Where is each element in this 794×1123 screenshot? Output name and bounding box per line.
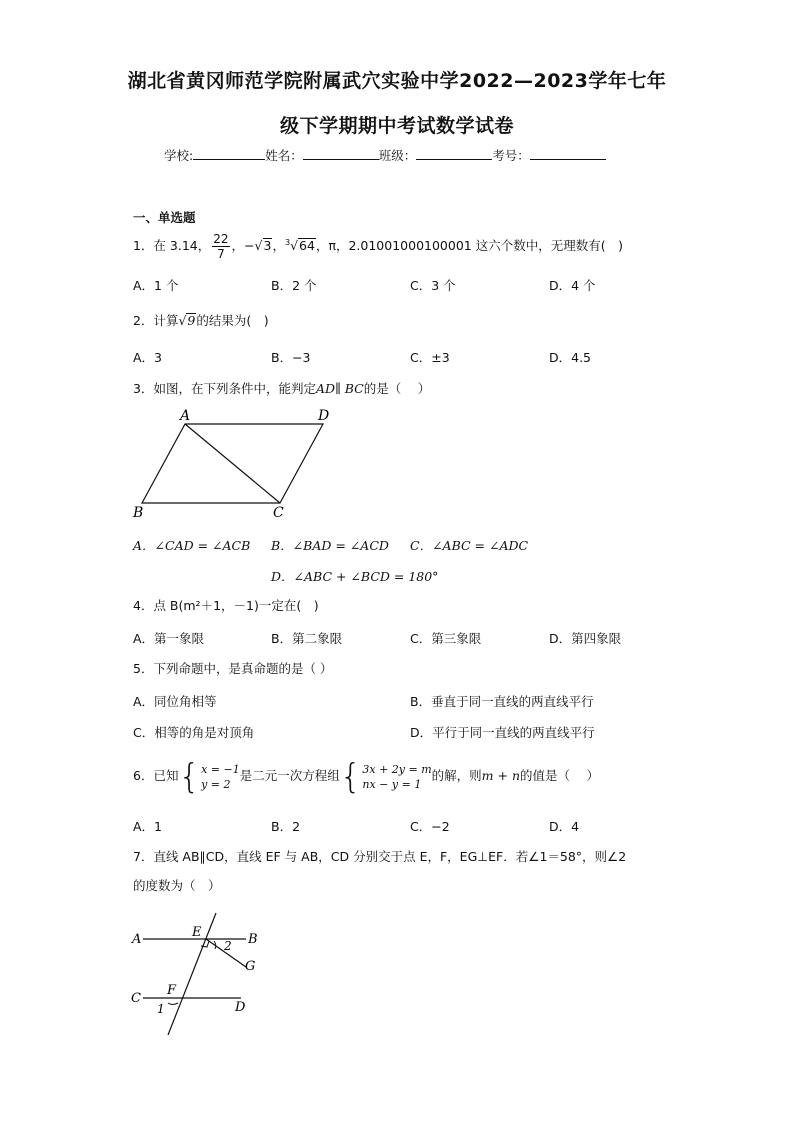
q5-option-c[interactable]: C．相等的角是对顶角	[133, 725, 255, 740]
point-a-label: A	[180, 408, 191, 424]
equation-1: 3x + 2y = m	[362, 762, 432, 776]
q2-suffix: 的结果为( )	[196, 313, 269, 328]
q1-option-a[interactable]: A．1 个	[133, 278, 179, 293]
q3-text-pre: 3．如图，在下列条件中，能判定	[133, 381, 316, 396]
angle-2-label: 2	[224, 939, 232, 953]
angle-1-arc-icon	[168, 1003, 178, 1005]
q2-option-b[interactable]: B．−3	[271, 350, 311, 365]
separator: ，	[272, 238, 285, 253]
q6-suffix-post: 的值是（ ）	[520, 768, 599, 783]
q6-prefix: 6．已知	[133, 768, 179, 783]
question-7-line-2: 的度数为（ ）	[133, 878, 221, 893]
point-b-label: B	[248, 932, 258, 947]
sqrt-icon: √	[254, 238, 263, 253]
left-brace-icon: {	[178, 756, 201, 797]
q6-option-b[interactable]: B．2	[271, 819, 301, 834]
equation-2: nx − y = 1	[362, 777, 422, 791]
student-info-line	[164, 146, 606, 164]
point-e-label: E	[192, 925, 202, 940]
question-1	[133, 232, 623, 261]
point-c-label: C	[131, 991, 141, 1006]
q4-option-a[interactable]: A．第一象限	[133, 631, 205, 646]
q4-option-c[interactable]: C．第三象限	[410, 631, 482, 646]
parallelogram-figure	[130, 405, 340, 523]
q6-middle: 是二元一次方程组	[239, 768, 340, 783]
solution-y: y = 2	[201, 777, 231, 791]
q5-option-a[interactable]: A．同位角相等	[133, 694, 217, 709]
point-d-label: D	[318, 408, 330, 424]
name-label: 姓名：	[265, 148, 303, 163]
q3-option-d[interactable]: D．∠ABC + ∠BCD = 180°	[271, 569, 439, 584]
q2-option-a[interactable]: A．3	[133, 350, 163, 365]
q3-option-a[interactable]: A．∠CAD = ∠ACB	[133, 538, 251, 553]
q2-option-d[interactable]: D．4.5	[549, 350, 592, 365]
question-5: 5．下列命题中，是真命题的是（ ）	[133, 661, 333, 676]
number-label: 考号：	[492, 148, 530, 163]
angle-1-label: 1	[157, 1002, 165, 1016]
q6-option-c[interactable]: C．−2	[410, 819, 450, 834]
diagonal-ac	[185, 424, 280, 503]
q6-suffix-pre: 的解，则	[431, 768, 482, 783]
sqrt-icon: √	[178, 313, 187, 328]
number-blank[interactable]	[530, 147, 606, 160]
q6-option-d[interactable]: D．4	[549, 819, 580, 834]
q6-option-a[interactable]: A．1	[133, 819, 163, 834]
point-c-label: C	[273, 505, 284, 521]
class-label: 班级：	[378, 148, 417, 163]
cbrt-radicand: 64	[299, 238, 315, 253]
q1-option-d[interactable]: D．4 个	[549, 278, 596, 293]
q1-prefix: 1．在 3.14，	[133, 238, 211, 253]
question-2	[133, 312, 269, 330]
q1-fraction	[212, 232, 229, 261]
point-a-label: A	[132, 932, 142, 947]
exam-title-line-1: 湖北省黄冈师范学院附属武穴实验中学2022—2023学年七年	[127, 70, 667, 92]
name-blank[interactable]	[303, 147, 379, 160]
q3-relation: AD∥ BC	[315, 381, 364, 396]
q4-option-b[interactable]: B．第二象限	[271, 631, 343, 646]
point-g-label: G	[245, 959, 256, 974]
q3-option-c[interactable]: C．∠ABC = ∠ADC	[410, 538, 529, 553]
q2-option-c[interactable]: C．±3	[410, 350, 450, 365]
separator: ，	[231, 238, 245, 253]
parallel-lines-figure	[128, 905, 278, 1040]
school-label: 学校:	[164, 148, 194, 163]
question-3	[133, 380, 430, 398]
fraction-numerator: 22	[213, 232, 229, 246]
q5-option-b[interactable]: B．垂直于同一直线的两直线平行	[410, 694, 594, 709]
question-4: 4．点 B(m²＋1，－1)一定在( )	[133, 598, 319, 613]
section-title: 一、单选题	[133, 210, 196, 225]
q5-option-d[interactable]: D．平行于同一直线的两直线平行	[410, 725, 595, 740]
q1-rest: ，π，2.01001000100001 这六个数中，无理数有( )	[315, 238, 623, 253]
exam-title-line-2: 级下学期期中考试数学试卷	[279, 115, 514, 137]
q6-expression: m + n	[481, 768, 520, 783]
minus-sign: −	[244, 238, 255, 253]
point-d-label: D	[235, 1000, 246, 1015]
cbrt-icon: √	[290, 238, 299, 253]
solution-x: x = −1	[201, 762, 240, 776]
question-7-line-1: 7．直线 AB∥CD，直线 EF 与 AB，CD 分别交于点 E，F，EG⊥EF．若∠1＝58°，则∠2	[133, 849, 627, 864]
sqrt-radicand: 9	[187, 313, 196, 328]
q1-option-c[interactable]: C．3 个	[410, 278, 456, 293]
question-6	[133, 756, 599, 796]
class-blank[interactable]	[416, 147, 492, 160]
equation-system	[362, 762, 431, 792]
point-b-label: B	[133, 505, 144, 521]
q1-option-b[interactable]: B．2 个	[271, 278, 317, 293]
solution-system	[201, 762, 240, 792]
point-f-label: F	[167, 983, 177, 998]
cbrt-index: 3	[284, 237, 291, 247]
q3-text-post: 的是（ ）	[363, 381, 431, 396]
q2-prefix: 2．计算	[133, 313, 179, 328]
q3-option-b[interactable]: B．∠BAD = ∠ACD	[271, 538, 389, 553]
q4-option-d[interactable]: D．第四象限	[549, 631, 622, 646]
left-brace-icon: {	[339, 756, 362, 797]
fraction-denominator: 7	[217, 247, 225, 261]
sqrt-radicand: 3	[263, 238, 272, 253]
school-blank[interactable]	[193, 147, 265, 160]
